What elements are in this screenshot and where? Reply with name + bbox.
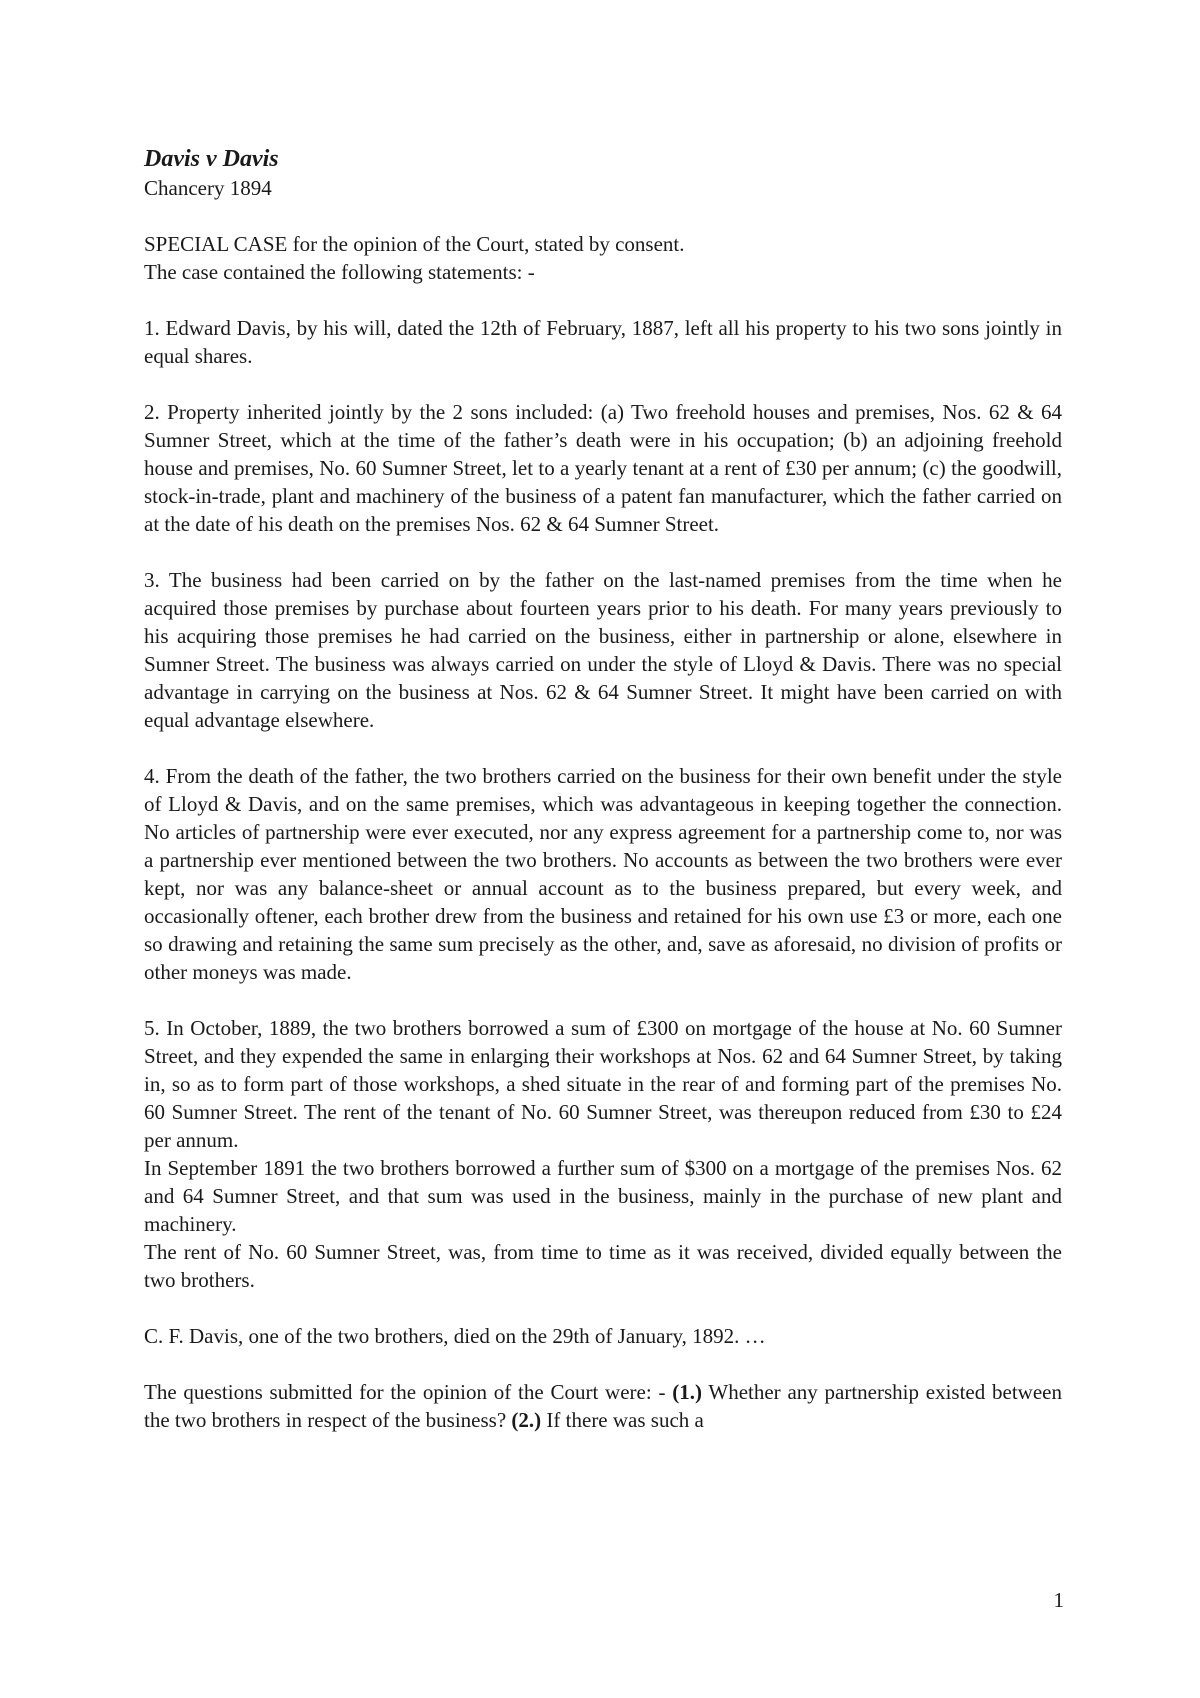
case-title: Davis v Davis — [144, 146, 279, 172]
court-and-year: Chancery 1894 — [144, 176, 272, 200]
paragraph-1: 1. Edward Davis, by his will, dated the 12th of February, 1887, left all his property to his two sons jointly in equal shares. — [144, 316, 1062, 368]
question-2-number: (2.) — [511, 1408, 542, 1432]
paragraph-2: 2. Property inherited jointly by the 2 sons included: (a) Two freehold houses and premises, Nos. 62 & 64 Sumner Street, which at the time of the father’s death were in his occupation; (b) an adjoining freehold house and premises, No. 60 Sumner Street, let to a yearly tenant at a rent of £30 per annum; (c) the goodwill, stock-in-trade, plant and machinery of the business of a patent fan manufacturer, which the father carried on at the date of his death on the premises Nos. 62 & 64 Sumner Street. — [144, 400, 1062, 536]
question-2-text: If there was such a — [541, 1408, 704, 1432]
intro-line: SPECIAL CASE for the opinion of the Court, stated by consent. — [144, 232, 685, 256]
paragraph-3: 3. The business had been carried on by the father on the last-named premises from the time when he acquired those premises by purchase about fourteen years prior to his death. For many years previously to his acquiring those premises he had carried on the business, either in partnership or alone, elsewhere in Sumner Street. The business was always carried on under the style of Lloyd & Davis. There was no special advantage in carrying on the business at Nos. 62 & 64 Sumner Street. It might have been carried on with equal advantage elsewhere. — [144, 568, 1062, 732]
paragraph-5-rent: The rent of No. 60 Sumner Street, was, from time to time as it was received, divided equally between the two brothers. — [144, 1240, 1062, 1292]
intro-line: The case contained the following statements: - — [144, 260, 535, 284]
document-body — [144, 144, 1062, 1434]
page-number: 1 — [1053, 1588, 1064, 1612]
question-1-number: (1.) — [672, 1380, 702, 1404]
question-1-text: Whether any partnership existed between the two brothers in respect of the business? — [144, 1380, 1062, 1432]
death-statement: C. F. Davis, one of the two brothers, died on the 29th of January, 1892. … — [144, 1324, 766, 1348]
questions-lead: The questions submitted for the opinion of the Court were: - — [144, 1380, 673, 1404]
questions-paragraph — [144, 1378, 1062, 1434]
paragraph-4: 4. From the death of the father, the two brothers carried on the business for their own benefit under the style of Lloyd & Davis, and on the same premises, which was advantageous in keeping together the connection. No articles of partnership were ever executed, nor any express agreement for a partnership come to, nor was a partnership ever mentioned between the two brothers. No accounts as between the two brothers were ever kept, nor was any balance-sheet or annual account as to the business prepared, but every week, and occasionally oftener, each brother drew from the business and retained for his own use £3 or more, each one so drawing and retaining the same sum precisely as the other, and, save as aforesaid, no division of profits or other moneys was made. — [144, 764, 1062, 984]
paragraph-5: 5. In October, 1889, the two brothers borrowed a sum of £300 on mortgage of the house at No. 60 Sumner Street, and they expended the same in enlarging their workshops at Nos. 62 and 64 Sumner Street, by taking in, so as to form part of those workshops, a shed situate in the rear of and forming part of the premises No. 60 Sumner Street. The rent of the tenant of No. 60 Sumner Street, was thereupon reduced from £30 to £24 per annum. — [144, 1016, 1062, 1152]
paragraph-5-continued: In September 1891 the two brothers borrowed a further sum of $300 on a mortgage of the premises Nos. 62 and 64 Sumner Street, and that sum was used in the business, mainly in the purchase of new plant and machinery. — [144, 1156, 1062, 1236]
